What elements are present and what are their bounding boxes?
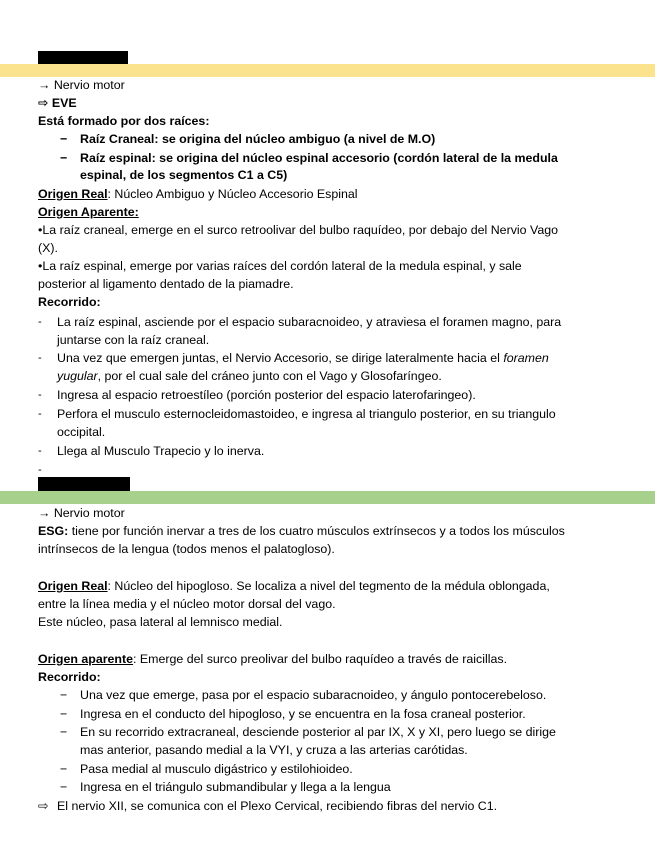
list-bullet: − bbox=[60, 762, 68, 776]
recorrido-item: Ingresa en el conducto del hipogloso, y se encuentra en la fosa craneal posterior. bbox=[80, 707, 526, 721]
origen-aparente-line bbox=[38, 651, 507, 668]
esg-line bbox=[38, 523, 565, 540]
list-bullet: − bbox=[60, 688, 68, 702]
esg-line: intrínsecos de la lengua (todos menos el palatogloso). bbox=[38, 542, 335, 556]
final-arrow: ⇨ bbox=[38, 799, 49, 813]
origen-real-line bbox=[38, 186, 358, 203]
root-item: espinal, de los segmentos C1 a C5) bbox=[80, 168, 288, 182]
list-bullet: - bbox=[38, 389, 42, 401]
recorrido-label: Recorrido: bbox=[38, 295, 101, 309]
recorrido-item: En su recorrido extracraneal, desciende posterior al par IX, X y XI, pero luego se dirige bbox=[80, 725, 556, 739]
recorrido-item: Ingresa al espacio retroestíleo (porción posterior del espacio laterofaringeo). bbox=[57, 388, 476, 402]
recorrido-item: juntarse con la raíz craneal. bbox=[57, 333, 210, 347]
list-bullet: − bbox=[60, 780, 68, 794]
recorrido-text: Una vez que emergen juntas, el Nervio Accesorio, se dirige lateralmente hacia el bbox=[57, 351, 504, 365]
list-bullet: − bbox=[60, 707, 68, 721]
recorrido-text: , por el cual sale del cráneo junto con el Vago y Glosofaríngeo. bbox=[97, 369, 442, 383]
origen-real-line bbox=[38, 578, 550, 595]
list-bullet: - bbox=[38, 464, 42, 476]
origen-aparente-label: Origen aparente bbox=[38, 652, 134, 666]
recorrido-item bbox=[57, 350, 549, 367]
final-line: El nervio XII, se comunica con el Plexo Cervical, recibiendo fibras del nervio C1. bbox=[57, 799, 498, 813]
origen-real-text: : Núcleo del hipogloso. Se localiza a nivel del tegmento de la médula oblongada, bbox=[107, 579, 550, 593]
list-bullet: - bbox=[38, 352, 42, 364]
root-item: Raíz Craneal: se origina del núcleo ambiguo (a nivel de M.O) bbox=[80, 132, 436, 146]
list-bullet: − bbox=[60, 725, 68, 739]
recorrido-item: La raíz espinal, asciende por el espacio subaracnoideo, y atraviesa el foramen magno, para bbox=[57, 315, 562, 329]
list-bullet: − bbox=[60, 151, 68, 165]
origen-real-label: Origen Real bbox=[38, 579, 108, 593]
eve-line: ⇨ EVE bbox=[38, 96, 77, 110]
root-item: Raíz espinal: se origina del núcleo espinal accesorio (cordón lateral de la medula bbox=[80, 151, 558, 165]
aparente-line: (X). bbox=[38, 241, 58, 255]
list-bullet: - bbox=[38, 408, 42, 420]
recorrido-item: Perfora el musculo esternocleidomastoideo, e ingresa al triangulo posterior, en su triangulo bbox=[57, 407, 556, 421]
list-bullet: - bbox=[38, 445, 42, 457]
highlight-band-1 bbox=[0, 64, 655, 77]
aparente-line: •La raíz craneal, emerge en el surco retroolivar del bulbo raquídeo, por debajo del Nervio Vago bbox=[38, 223, 559, 237]
recorrido-item: Llega al Musculo Trapecio y lo inerva. bbox=[57, 444, 265, 458]
esg-text: tiene por función inervar a tres de los cuatro músculos extrínsecos y a todos los músculos bbox=[68, 524, 565, 538]
recorrido-item: Pasa medial al musculo digástrico y estilohioideo. bbox=[80, 762, 353, 776]
origen-aparente-text: : Emerge del surco preolivar del bulbo raquídeo a través de raicillas. bbox=[133, 652, 508, 666]
redacted-title-1 bbox=[38, 51, 128, 64]
highlight-band-2 bbox=[0, 491, 655, 504]
motor-nerve-line: → Nervio motor bbox=[38, 506, 125, 520]
list-bullet: - bbox=[38, 316, 42, 328]
roots-intro: Está formado por dos raíces: bbox=[38, 114, 210, 128]
recorrido-italic: yugular bbox=[57, 369, 98, 383]
recorrido-item: Una vez que emerge, pasa por el espacio subaracnoideo, y ángulo pontocerebeloso. bbox=[80, 688, 547, 702]
aparente-line: •La raíz espinal, emerge por varias raíces del cordón lateral de la medula espinal, y sale bbox=[38, 259, 522, 273]
recorrido-item: Ingresa en el triángulo submandibular y llega a la lengua bbox=[80, 780, 391, 794]
motor-nerve-line: → Nervio motor bbox=[38, 78, 125, 92]
origen-real-line: entre la línea media y el núcleo motor dorsal del vago. bbox=[38, 597, 336, 611]
origen-real-label: Origen Real bbox=[38, 187, 108, 201]
recorrido-item: occipital. bbox=[57, 425, 106, 439]
origen-real-text: : Núcleo Ambiguo y Núcleo Accesorio Espinal bbox=[107, 187, 358, 201]
recorrido-label: Recorrido: bbox=[38, 670, 101, 684]
recorrido-item: mas anterior, pasando medial a la VYI, y cruza a las arterias carótidas. bbox=[80, 743, 468, 757]
recorrido-italic: foramen bbox=[503, 351, 549, 365]
aparente-line: posterior al ligamento dentado de la piamadre. bbox=[38, 277, 294, 291]
origen-real-line: Este núcleo, pasa lateral al lemnisco medial. bbox=[38, 615, 283, 629]
list-bullet: − bbox=[60, 132, 68, 146]
recorrido-item bbox=[57, 368, 442, 385]
esg-label: ESG: bbox=[38, 524, 69, 538]
origen-aparente-label: Origen Aparente: bbox=[38, 205, 139, 219]
redacted-title-2 bbox=[38, 477, 130, 491]
